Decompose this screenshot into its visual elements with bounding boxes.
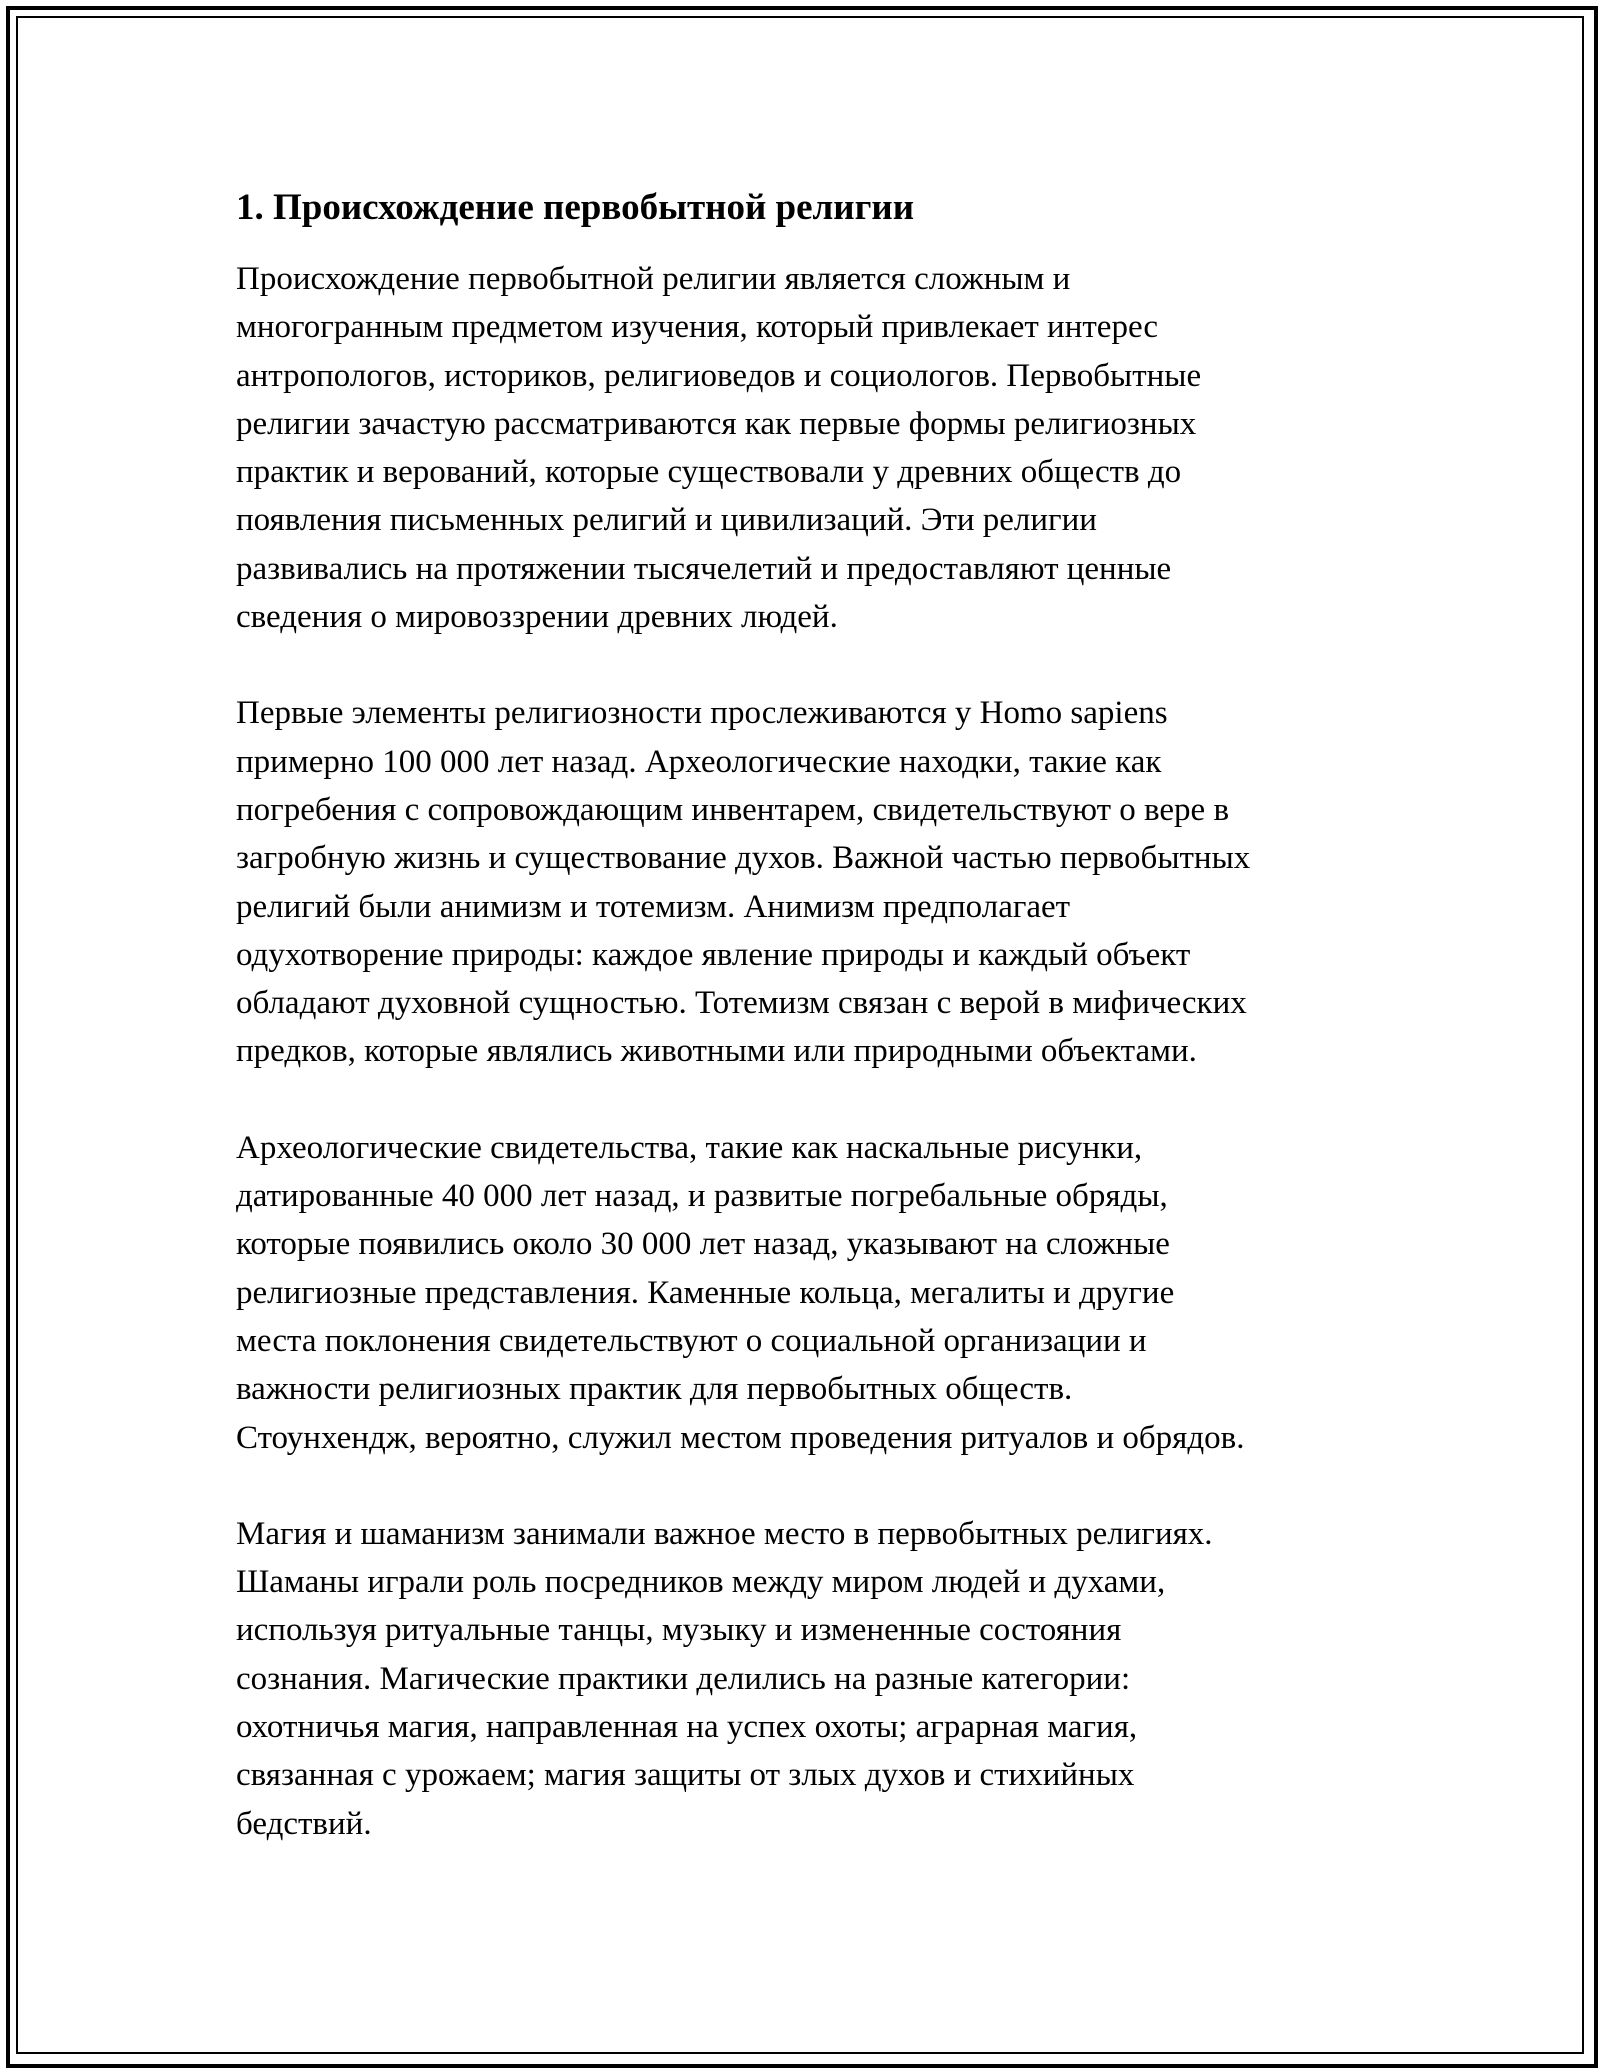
text-line: религиозные представления. Каменные кольца, мегалиты и другие xyxy=(236,1274,1175,1311)
text-line: религий были анимизм и тотемизм. Анимизм предполагает xyxy=(236,888,1071,925)
paragraph xyxy=(236,689,1386,1075)
document-body xyxy=(236,185,1386,1896)
paragraph xyxy=(236,1124,1386,1462)
section-heading: 1. Происхождение первобытной религии xyxy=(236,187,915,228)
text-line: Магия и шаманизм занимали важное место в первобытных религиях. xyxy=(236,1515,1213,1552)
paragraph xyxy=(236,1510,1386,1848)
text-line: которые появились около 30 000 лет назад, указывают на сложные xyxy=(236,1226,1170,1263)
text-line: датированные 40 000 лет назад, и развитые погребальные обряды, xyxy=(236,1178,1168,1215)
text-line: загробную жизнь и существование духов. Важной частью первобытных xyxy=(236,840,1251,877)
text-line: погребения с сопровождающим инвентарем, свидетельствуют о вере в xyxy=(236,791,1230,828)
text-line: примерно 100 000 лет назад. Археологические находки, такие как xyxy=(236,743,1162,780)
text-line: важности религиозных практик для первобытных обществ. xyxy=(236,1371,1073,1408)
text-line: охотничья магия, направленная на успех охоты; аграрная магия, xyxy=(236,1709,1138,1746)
text-line: практик и верований, которые существовали у древних обществ до xyxy=(236,454,1182,491)
text-line: Стоунхендж, вероятно, служил местом проведения ритуалов и обрядов. xyxy=(236,1419,1245,1456)
paragraph xyxy=(236,255,1386,641)
text-line: Археологические свидетельства, такие как наскальные рисунки, xyxy=(236,1129,1143,1166)
text-line: используя ритуальные танцы, музыку и измененные состояния xyxy=(236,1612,1122,1649)
text-line: появления письменных религий и цивилизаций. Эти религии xyxy=(236,502,1097,539)
text-line: бедствий. xyxy=(236,1805,372,1842)
text-line: одухотворение природы: каждое явление природы и каждый объект xyxy=(236,936,1191,973)
text-line: сознания. Магические практики делились на разные категории: xyxy=(236,1660,1131,1697)
text-line: места поклонения свидетельствуют о социальной организации и xyxy=(236,1322,1147,1359)
text-line: Шаманы играли роль посредников между миром людей и духами, xyxy=(236,1564,1166,1601)
text-line: Первые элементы религиозности прослеживаются у Homo sapiens xyxy=(236,695,1168,732)
text-line: сведения о мировоззрении древних людей. xyxy=(236,599,838,636)
text-line: религии зачастую рассматриваются как первые формы религиозных xyxy=(236,405,1197,442)
text-line: многогранным предметом изучения, который привлекает интерес xyxy=(236,309,1159,346)
text-line: связанная с урожаем; магия защиты от злых духов и стихийных xyxy=(236,1757,1135,1794)
paragraph-container xyxy=(236,255,1386,1848)
text-line: развивались на протяжении тысячелетий и предоставляют ценные xyxy=(236,550,1172,587)
text-line: антропологов, историков, религиоведов и социологов. Первобытные xyxy=(236,357,1202,394)
text-line: предков, которые являлись животными или природными объектами. xyxy=(236,1033,1197,1070)
text-line: Происхождение первобытной религии является сложным и xyxy=(236,261,1071,297)
text-line: обладают духовной сущностью. Тотемизм связан с верой в мифических xyxy=(236,985,1247,1022)
